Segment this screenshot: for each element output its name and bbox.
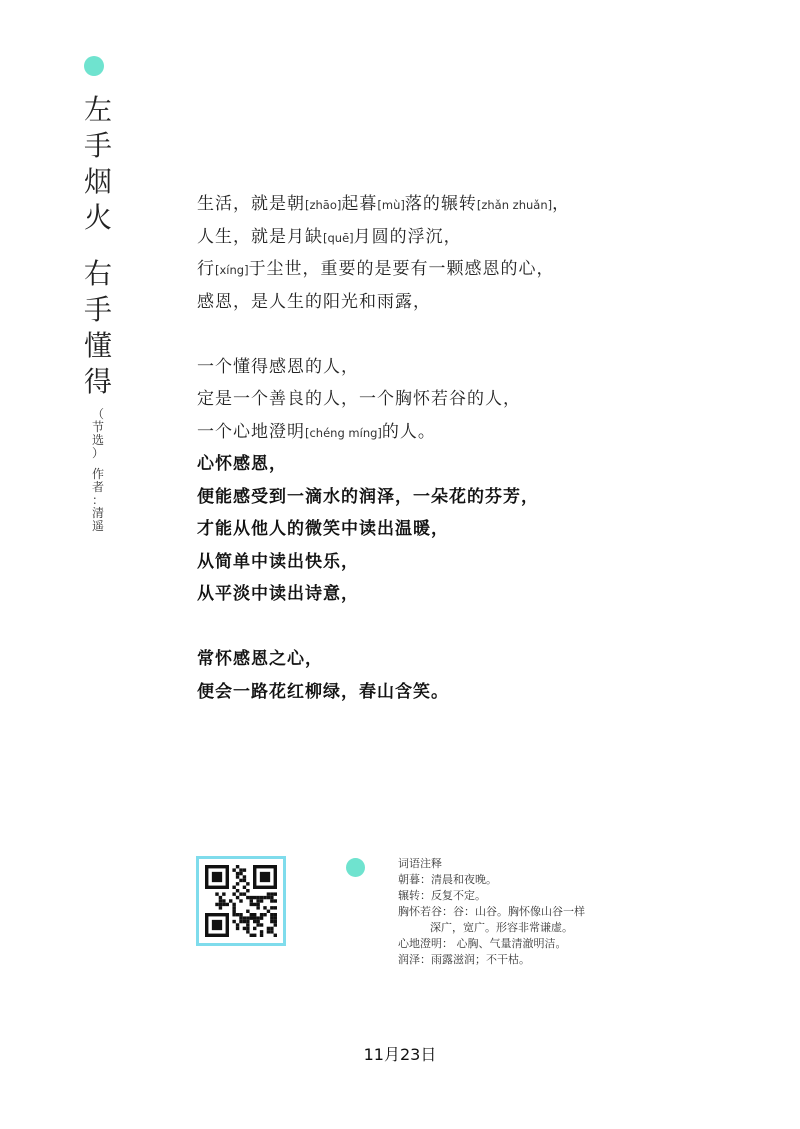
qr-code-graphic [205,865,277,937]
excerpt-char: ） [91,446,104,460]
word-notes [398,856,658,968]
author-char: 清 [91,506,104,520]
poem-text: 生活，就是朝 [197,194,305,214]
note-item: 朝暮：清晨和夜晚。 [398,873,497,886]
note-item: 辗转：反复不定。 [398,889,486,902]
poem-text: 人生，就是月缺 [197,226,323,247]
poem-line-bold: 心怀感恩， [197,454,287,474]
author-char: 者 [91,480,104,494]
author-char: 遥 [91,519,104,533]
poem-line [197,221,757,254]
poem-text: 落的辗转 [404,194,477,214]
title-char: 烟 [83,165,112,198]
pinyin-annotation: [zhāo] [305,198,342,212]
poem-line-bold: 才能从他人的微笑中读出温暖， [197,519,449,539]
page-date: 11月23日 [363,1045,437,1064]
poem-line-bold: 从平淡中读出诗意， [197,584,359,604]
excerpt-char: 节 [91,420,104,434]
poem-line [197,253,757,286]
poem-line [197,188,757,221]
title-char: 左 [83,93,112,126]
title-char: 得 [83,365,112,398]
poem-line: 一个懂得感恩的人， [197,356,359,377]
poem-text: 行 [197,259,215,279]
author-char: 作 [91,467,104,481]
poem-text: 月圆的浮沉， [353,226,462,247]
poem-body [197,188,757,708]
pinyin-annotation: [quē] [323,230,354,245]
title-char: 手 [83,129,112,162]
note-item: 胸怀若谷：谷：山谷。胸怀像山谷一样 [398,905,585,918]
note-item: 心地澄明： 心胸、气量清澈明洁。 [398,937,567,950]
author-char: ： [91,493,104,507]
poem-line-bold: 常怀感恩之心， [197,649,323,669]
note-item: 润泽：雨露滋润；不干枯。 [398,953,530,966]
poem-text: 于尘世，重要的是要有一颗感恩的心， [248,259,555,279]
note-item-continued: 深广，宽广。形容非常谦虚。 [430,921,573,934]
vertical-title [80,92,116,533]
title-char: 懂 [83,329,112,362]
pinyin-annotation: [xíng] [215,263,249,277]
pinyin-annotation: [mù] [377,198,405,212]
poem-line-bold: 便能感受到一滴水的润泽，一朵花的芬芳， [197,486,539,507]
excerpt-char: 选 [91,433,104,447]
decorative-dot [84,56,104,76]
poem-line [197,416,757,449]
notes-heading: 词语注释 [398,857,442,870]
title-char: 右 [83,257,112,290]
poem-text: 一个心地澄明 [197,421,305,442]
poem-line: 定是一个善良的人，一个胸怀若谷的人， [197,389,521,409]
poem-text: 的人。 [381,421,436,442]
poem-text: 起暮 [341,194,378,214]
poem-text: ， [552,194,571,214]
qr-code-icon [196,856,286,946]
excerpt-char: （ [91,407,104,421]
pinyin-annotation: [zhǎn zhuǎn] [476,198,553,212]
poem-line-bold: 便会一路花红柳绿，春山含笑。 [197,681,449,702]
title-char: 手 [83,293,112,326]
decorative-dot [346,858,365,877]
pinyin-annotation: [chéng míng] [305,425,382,440]
poem-line: 感恩，是人生的阳光和雨露， [197,291,431,312]
poem-line-bold: 从简单中读出快乐， [197,551,359,572]
title-char: 火 [83,201,112,234]
